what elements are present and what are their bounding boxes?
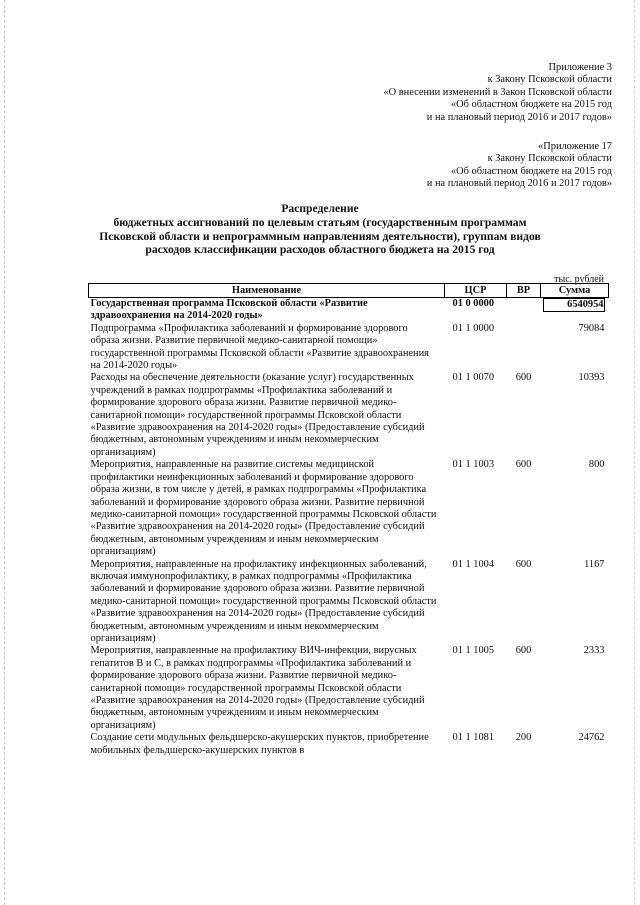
cell-name: Мероприятия, направленные на развитие системы медицинской профилактики неинфекционных заболеваний и формирование здорового образа жизни, в том числе у детей, в рамках подпрограммы «Профилактика заболеваний и формирование здорового образа жизни. Развитие первичной медико-санитарной помощи» государственной программы Псковской области «Развитие здравоохранения на 2014-2020 годы» (Предоставление субсидий бюджетным, автономным учреждениям и иным некоммерческим организациям) [90, 459, 437, 558]
header-csr: ЦСР [445, 284, 507, 298]
annex-line: «О внесении изменений в Закон Псковской области [383, 86, 612, 98]
cell-name: Создание сети модульных фельдшерско-акушерских пунктов, приобретение мобильных фельдшерско-акушерских пунктов в [90, 732, 429, 756]
cell-sum: 2333 [583, 645, 605, 657]
cell-name: Расходы на обеспечение деятельности (оказание услуг) государственных учреждений в рамках подпрограммы «Профилактика заболеваний и формирование здорового образа жизни. Развитие первичной медико-санитарной помощи» государственной программы Псковской области «Развитие здравоохранения на 2014-2020 годы» (Предоставление субсидий бюджетным, автономным учреждениям и иным некоммерческим организациям) [90, 372, 425, 458]
table-header-row [89, 284, 609, 298]
scan-right-edge [634, 0, 636, 905]
cell-vr: 600 [515, 645, 532, 657]
annex-line: к Закону Псковской области [487, 74, 612, 86]
annex-line: «Приложение 17 [538, 141, 612, 152]
title-line: расходов классификации расходов областного бюджета на 2015 год [145, 243, 495, 257]
table-row [89, 645, 609, 732]
annex-heading-current [383, 62, 612, 124]
document-title [60, 202, 580, 257]
annex-line: и на плановый период 2016 и 2017 годов» [426, 111, 612, 123]
annex-heading-original [427, 141, 612, 191]
table-row [89, 732, 609, 757]
cell-sum-value: 6540954 [543, 298, 605, 312]
table-row [89, 559, 609, 646]
cell-csr: 01 0 0000 [452, 298, 495, 309]
title-line: Псковской области и непрограммным направлениям деятельности), группам видов [99, 229, 541, 243]
title-line: Распределение [281, 202, 359, 215]
cell-sum: 10393 [578, 372, 605, 384]
header-vr: ВР [507, 284, 541, 298]
cell-sum: 1167 [584, 558, 605, 570]
table-row [89, 459, 609, 558]
annex-line: к Закону Псковской области [487, 153, 612, 165]
cell-vr: 600 [515, 372, 532, 384]
annex-line: «Об областном бюджете на 2015 год [450, 99, 612, 111]
cell-csr: 01 1 0070 [452, 372, 495, 384]
cell-vr: 600 [515, 459, 532, 471]
cell-csr: 01 1 1005 [452, 645, 495, 657]
annex-line: «Об областном бюджете на 2015 год [450, 165, 612, 177]
annex-line: Приложение 3 [548, 62, 612, 73]
header-name: Наименование [89, 284, 445, 298]
cell-csr: 01 1 1004 [452, 558, 495, 570]
cell-name: Мероприятия, направленные на профилактику ВИЧ-инфекции, вирусных гепатитов В и С, в рамках подпрограммы «Профилактика заболеваний и формирование здорового образа жизни. Развитие первичной медико-санитарной помощи» государственной программы Псковской области «Развитие здравоохранения на 2014-2020 годы» (Предоставление субсидий бюджетным, автономным учреждениям и иным некоммерческим организациям) [90, 645, 425, 731]
cell-name: Государственная программа Псковской области «Развитие здравоохранения на 2014-2020 годы» [90, 298, 368, 322]
table-row [89, 323, 609, 373]
cell-name: Мероприятия, направленные на профилактику инфекционных заболеваний, включая иммунопрофилактику, в рамках подпрограммы «Профилактика заболеваний и формирование здорового образа жизни. Развитие первичной медико-санитарной помощи» государственной программы Псковской области «Развитие здравоохранения на 2014-2020 годы» (Предоставление субсидий бюджетным, автономным учреждениям и иным некоммерческим организациям) [90, 558, 437, 644]
cell-csr: 01 1 0000 [452, 322, 495, 334]
table-row [89, 298, 609, 323]
unit-label: тыс. рублей [554, 274, 604, 285]
cell-vr: 200 [515, 732, 532, 744]
budget-table [88, 283, 609, 757]
cell-sum: 800 [588, 459, 605, 471]
cell-sum [541, 298, 609, 323]
cell-vr [507, 298, 541, 323]
scan-left-edge [4, 0, 6, 905]
cell-vr [507, 323, 541, 373]
cell-vr: 600 [515, 558, 532, 570]
annex-line: и на плановый период 2016 и 2017 годов» [426, 178, 612, 190]
cell-csr: 01 1 1003 [452, 459, 495, 471]
header-sum: Сумма [541, 284, 609, 298]
cell-sum: 79084 [578, 322, 605, 334]
title-line: бюджетных ассигнований по целевым статьям (государственным программам [113, 215, 527, 229]
budget-table-wrapper [88, 283, 608, 757]
cell-sum: 24762 [578, 732, 605, 744]
table-row [89, 372, 609, 459]
cell-csr: 01 1 1081 [452, 732, 495, 744]
cell-name: Подпрограмма «Профилактика заболеваний и формирование здорового образа жизни. Развитие первичной медико-санитарной помощи» государственной программы Псковской области «Развитие здравоохранения на 2014-2020 годы» [90, 322, 429, 372]
